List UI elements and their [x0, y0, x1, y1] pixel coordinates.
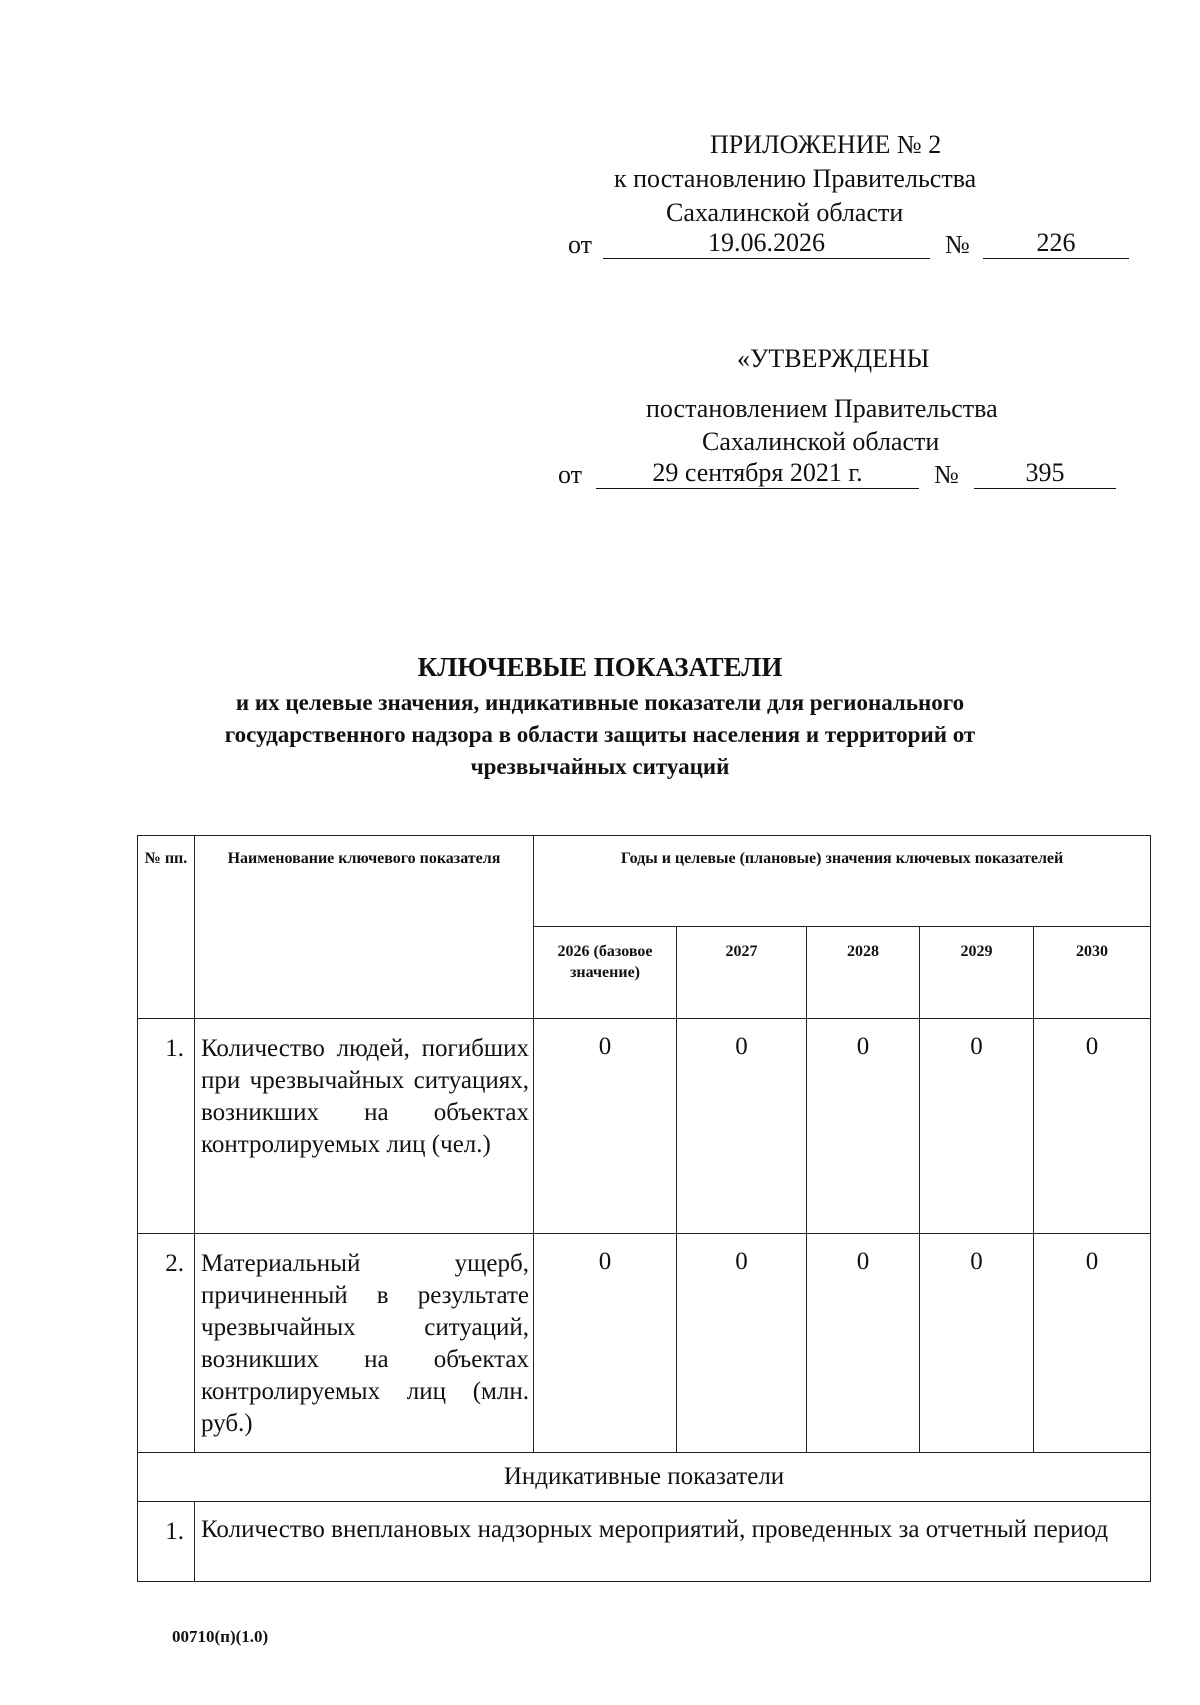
- row-value: 0: [1034, 1234, 1151, 1453]
- row-value: 0: [534, 1019, 677, 1234]
- table-row: [138, 1502, 1151, 1582]
- approved-date: 29 сентября 2021 г.: [596, 458, 919, 489]
- header-number: № пп.: [138, 836, 195, 1019]
- document-code: 00710(п)(1.0): [172, 1627, 269, 1646]
- header-year: 2029: [920, 927, 1034, 1019]
- row-number: 1.: [138, 1502, 195, 1582]
- header-year: 2026 (базовое значение): [534, 927, 677, 1019]
- appendix-date: 19.06.2026: [603, 228, 930, 259]
- title-line-3: чрезвычайных ситуаций: [470, 754, 730, 779]
- row-value: 0: [920, 1019, 1034, 1234]
- approved-by-decree: постановлением Правительства: [646, 394, 998, 423]
- header-years-values: Годы и целевые (плановые) значения ключевых показателей: [534, 836, 1151, 927]
- row-number: 1.: [138, 1019, 195, 1234]
- section-row: [138, 1453, 1151, 1502]
- row-value: 0: [677, 1234, 807, 1453]
- row-indicator-name: Количество внеплановых надзорных мероприятий, проведенных за отчетный период: [195, 1502, 1151, 1582]
- header-indicator-name: Наименование ключевого показателя: [195, 836, 534, 1019]
- header-year: 2030: [1034, 927, 1151, 1019]
- row-indicator-name: Материальный ущерб, причиненный в результате чрезвычайных ситуаций, возникших на объектах контролируемых лиц (млн. руб.): [195, 1234, 534, 1453]
- table-row: [138, 1019, 1151, 1234]
- approved-from-label: от: [558, 460, 583, 489]
- title-main: КЛЮЧЕВЫЕ ПОКАЗАТЕЛИ: [417, 652, 783, 682]
- row-value: 0: [807, 1019, 920, 1234]
- approved-title: «УТВЕРЖДЕНЫ: [737, 344, 930, 373]
- approved-region: Сахалинской области: [702, 427, 940, 456]
- document-title: [150, 652, 1050, 783]
- section-title-indicative: Индикативные показатели: [138, 1453, 1151, 1502]
- approved-number: 395: [974, 458, 1116, 489]
- row-number: 2.: [138, 1234, 195, 1453]
- approved-number-label: №: [934, 460, 959, 489]
- indicators-table: [137, 835, 1151, 1582]
- appendix-region: Сахалинской области: [666, 198, 904, 227]
- table-row: [138, 1234, 1151, 1453]
- appendix-title: ПРИЛОЖЕНИЕ № 2: [710, 130, 942, 159]
- title-line-2: государственного надзора в области защиты населения и территорий от: [224, 722, 976, 747]
- row-value: 0: [1034, 1019, 1151, 1234]
- row-value: 0: [677, 1019, 807, 1234]
- row-value: 0: [920, 1234, 1034, 1453]
- appendix-to-decree: к постановлению Правительства: [614, 164, 977, 193]
- row-value: 0: [807, 1234, 920, 1453]
- title-line-1: и их целевые значения, индикативные показатели для регионального: [235, 690, 965, 715]
- row-value: 0: [534, 1234, 677, 1453]
- header-year: 2028: [807, 927, 920, 1019]
- header-year: 2027: [677, 927, 807, 1019]
- appendix-from-label: от: [568, 230, 593, 259]
- appendix-number: 226: [983, 228, 1129, 259]
- row-indicator-name: Количество людей, погибших при чрезвычайных ситуациях, возникших на объектах контролируемых лиц (чел.): [195, 1019, 534, 1234]
- appendix-number-label: №: [945, 230, 970, 259]
